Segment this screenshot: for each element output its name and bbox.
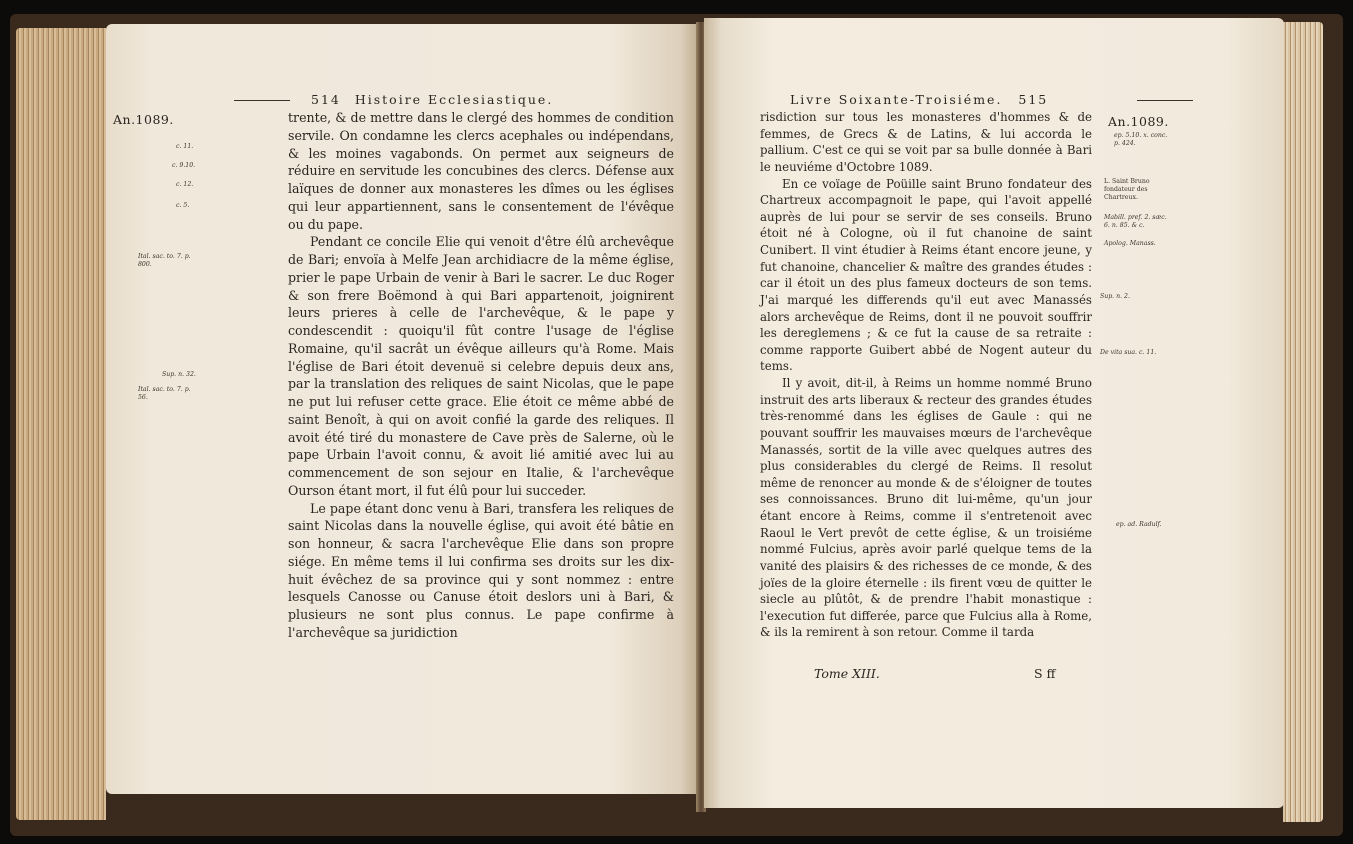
right-page-edges <box>1283 22 1323 822</box>
paragraph: Le pape étant donc venu à Bari, transfera les reliques de saint Nicolas dans la nouvelle église, qui avoit été bâtie en son honneur, & sacra l'archevêque Elie dans son propre siége. En même tems il lui confirma ses droits sur les dix-huit évêchez de sa province qui y sont nommez : entre lesquels Canosse ou Canuse étoit deslors uni à Bari, & plusieurs ne sont plus connus. Le pape confirme à l'archevêque sa juridiction <box>288 500 674 640</box>
margin-note: c. 12. <box>176 181 194 188</box>
left-page-body <box>288 109 674 642</box>
margin-note: ep. ad. Radulf. <box>1116 521 1162 528</box>
margin-note: Ital. sac. to. 7. p. 56. <box>138 386 191 401</box>
page-number: 515 <box>1018 92 1049 107</box>
margin-note: Sup. n. 2. <box>1100 293 1130 300</box>
margin-note: c. 9.10. <box>172 162 196 169</box>
page-number: 514 <box>311 92 341 107</box>
paragraph: risdiction sur tous les monasteres d'hommes & de femmes, de Grecs & de Latins, & lui accorda le pallium. C'est ce qui se voit par sa bulle donnée à Bari le neuviéme d'Octobre 1089. <box>760 110 1092 174</box>
left-page-header <box>311 92 553 107</box>
margin-note: c. 11. <box>176 143 194 150</box>
right-page-header <box>790 92 1048 107</box>
footer-volume: Tome XIII. <box>814 666 880 681</box>
left-page-edges <box>16 28 106 820</box>
margin-note: Sup. n. 32. <box>162 371 196 378</box>
running-head: Livre Soixante-Troisiéme. <box>790 92 1003 107</box>
paragraph: trente, & de mettre dans le clergé des hommes de condition servile. On condamne les clercs acephales ou indépendans, & les moines vagabonds. On permet aux seigneurs de réduire en servitude les concubines des clercs. Défense aux laïques de donner aux monasteres les dîmes ou les églises qui leur appartiennent, sans le consentement de l'évêque ou du pape. <box>288 110 674 232</box>
margin-note: Ital. sac. to. 7. p. 800. <box>138 253 191 268</box>
left-page <box>106 24 698 794</box>
header-rule <box>234 100 290 101</box>
year-label: An.1089. <box>113 112 174 127</box>
margin-note: Mabill. pref. 2. sæc. 6. n. 85. & c. <box>1104 214 1167 229</box>
margin-note: L. Saint Bruno fondateur des Chartreux. <box>1104 178 1150 201</box>
running-head: Histoire Ecclesiastique. <box>354 92 554 107</box>
header-rule <box>1137 100 1193 101</box>
margin-note: Apolog. Manass. <box>1104 240 1156 247</box>
right-page-body <box>760 109 1092 641</box>
paragraph: En ce voïage de Poüille saint Bruno fondateur des Chartreux accompagnoit le pape, qui l'avoit appellé auprès de lui pour se servir de ses conseils. Bruno étoit né à Cologne, où il fut chanoine de saint Cunibert. Il vint étudier à Reims étant encore jeune, y fut chanoine, chancelier & maître des grandes études : car il étoit un des plus fameux docteurs de son tems. J'ai marqué les differends qu'il eut avec Manassés alors archevêque de Reims, dont il ne pouvoit souffrir les dereglemens ; & ce fut la cause de sa retraite : comme rapporte Guibert abbé de Nogent auteur du tems. <box>760 176 1092 374</box>
right-page <box>704 18 1284 808</box>
year-label: An.1089. <box>1108 114 1169 129</box>
footer-signature: S ff <box>1034 666 1056 681</box>
paragraph: Pendant ce concile Elie qui venoit d'être élû archevêque de Bari; envoïa à Melfe Jean archidiacre de la même église, prier le pape Urbain de venir à Bari le sacrer. Le duc Roger & son frere Boëmond à qui Bari appartenoit, joignirent leurs prieres à celle de l'archevêque, & le pape y condescendit : quoiqu'il fût contre l'usage de l'église Romaine, qu'il sacrât un évêque ailleurs qu'à Rome. Mais l'église de Bari étoit devenuë si celebre depuis deux ans, par la translation des reliques de saint Nicolas, que le pape ne put lui refuser cette grace. Elie étoit ce même abbé de saint Benoît, à qui on avoit confié la garde des reliques. Il avoit été tiré du monastere de Cave près de Salerne, où le pape Urbain l'avoit connu, & avoit lié amitié avec lui au commencement de son sejour en Italie, & l'archevêque Ourson étant mort, il fut élû pour lui succeder. <box>288 234 674 498</box>
margin-note: ep. 5.10. x. conc. p. 424. <box>1114 132 1168 147</box>
margin-note: c. 5. <box>176 202 190 209</box>
paragraph: Il y avoit, dit-il, à Reims un homme nommé Bruno instruit des arts liberaux & recteur des grandes études très-renommé dans les églises de Gaule : qui ne pouvant souffrir les mauvaises mœurs de l'archevêque Manassés, sortit de la ville avec quelques autres des plus considerables du clergé de Reims. Il resolut même de renoncer au monde & de s'éloigner de toutes ses connoissances. Bruno dit lui-même, qu'un jour étant encore à Reims, comme il s'entretenoit avec Raoul le Vert prevôt de cette église, & un troisiéme nommé Fulcius, après avoir parlé quelque tems de la vanité des plaisirs & des richesses de ce monde, & des joïes de la gloire éternelle : ils firent vœu de quitter le siecle au plûtôt, & de prendre l'habit monastique : l'execution fut differée, parce que Fulcius alla à Rome, & ils la remirent à son retour. Comme il tarda <box>760 376 1092 640</box>
margin-note: De vita sua. c. 11. <box>1100 349 1157 356</box>
